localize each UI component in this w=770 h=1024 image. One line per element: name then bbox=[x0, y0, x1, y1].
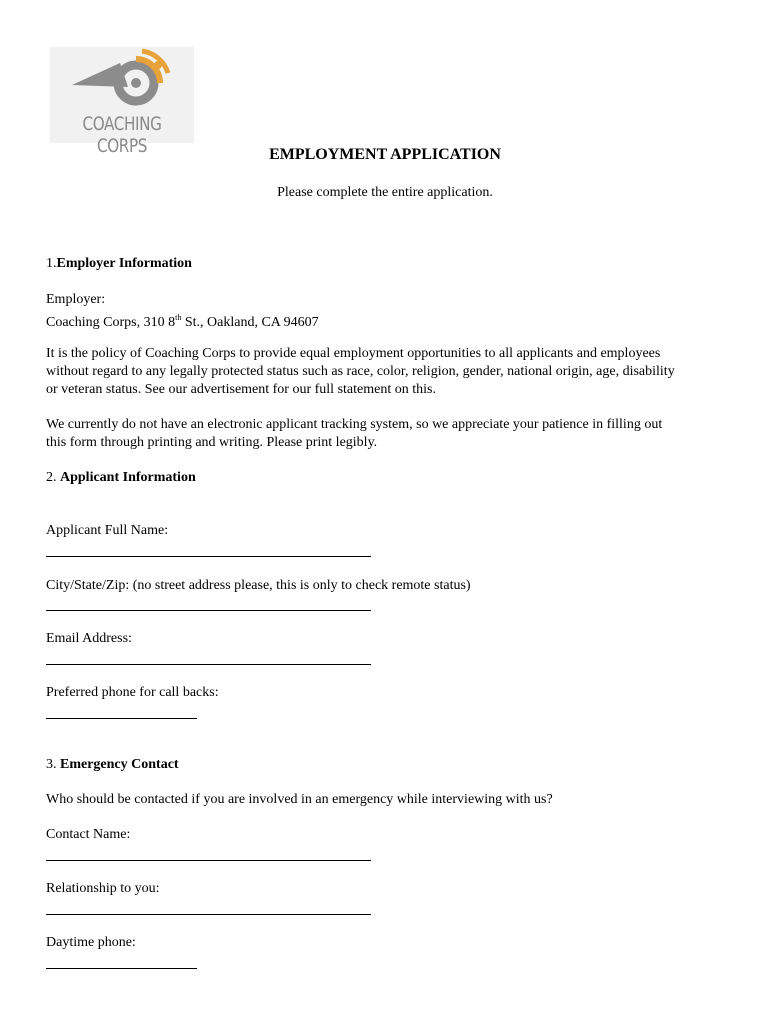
section-3-heading: 3. Emergency Contact bbox=[46, 757, 179, 772]
contact-name-field[interactable] bbox=[46, 860, 371, 861]
city-state-zip-label: City/State/Zip: (no street address please, this is only to check remote status) bbox=[46, 578, 471, 593]
email-field[interactable] bbox=[46, 664, 371, 665]
daytime-phone-label: Daytime phone: bbox=[46, 935, 136, 950]
whistle-icon bbox=[50, 47, 194, 117]
eeo-policy-text: It is the policy of Coaching Corps to provide equal employment opportunities to all applicants and employees without regard to any legally protected status such as race, color, religion, gender, national origin, age, disability or veteran status. See our advertisement for our full statement on this. bbox=[46, 346, 675, 397]
contact-name-label: Contact Name: bbox=[46, 827, 131, 842]
phone-label: Preferred phone for call backs: bbox=[46, 685, 219, 700]
section-1-heading: 1.Employer Information bbox=[46, 256, 192, 271]
employer-label: Employer: bbox=[46, 292, 106, 307]
employer-address: Coaching Corps, 310 8th St., Oakland, CA 94607 bbox=[46, 313, 319, 330]
emergency-question: Who should be contacted if you are involved in an emergency while interviewing with us? bbox=[46, 792, 553, 807]
coaching-corps-logo bbox=[50, 47, 194, 157]
section-2-heading: 2. Applicant Information bbox=[46, 470, 196, 485]
page-title: EMPLOYMENT APPLICATION bbox=[269, 146, 501, 163]
daytime-phone-field[interactable] bbox=[46, 968, 197, 969]
tracking-note-text: We currently do not have an electronic applicant tracking system, so we appreciate your patience in filling out this form through printing and writing. Please print legibly. bbox=[46, 417, 663, 450]
relationship-label: Relationship to you: bbox=[46, 881, 160, 896]
full-name-field[interactable] bbox=[46, 556, 371, 557]
page-subtitle: Please complete the entire application. bbox=[277, 185, 493, 200]
email-label: Email Address: bbox=[46, 631, 132, 646]
full-name-label: Applicant Full Name: bbox=[46, 523, 169, 538]
city-state-zip-field[interactable] bbox=[46, 610, 371, 611]
relationship-field[interactable] bbox=[46, 914, 371, 915]
logo-text: COACHING CORPS bbox=[82, 113, 162, 157]
phone-field[interactable] bbox=[46, 718, 197, 719]
